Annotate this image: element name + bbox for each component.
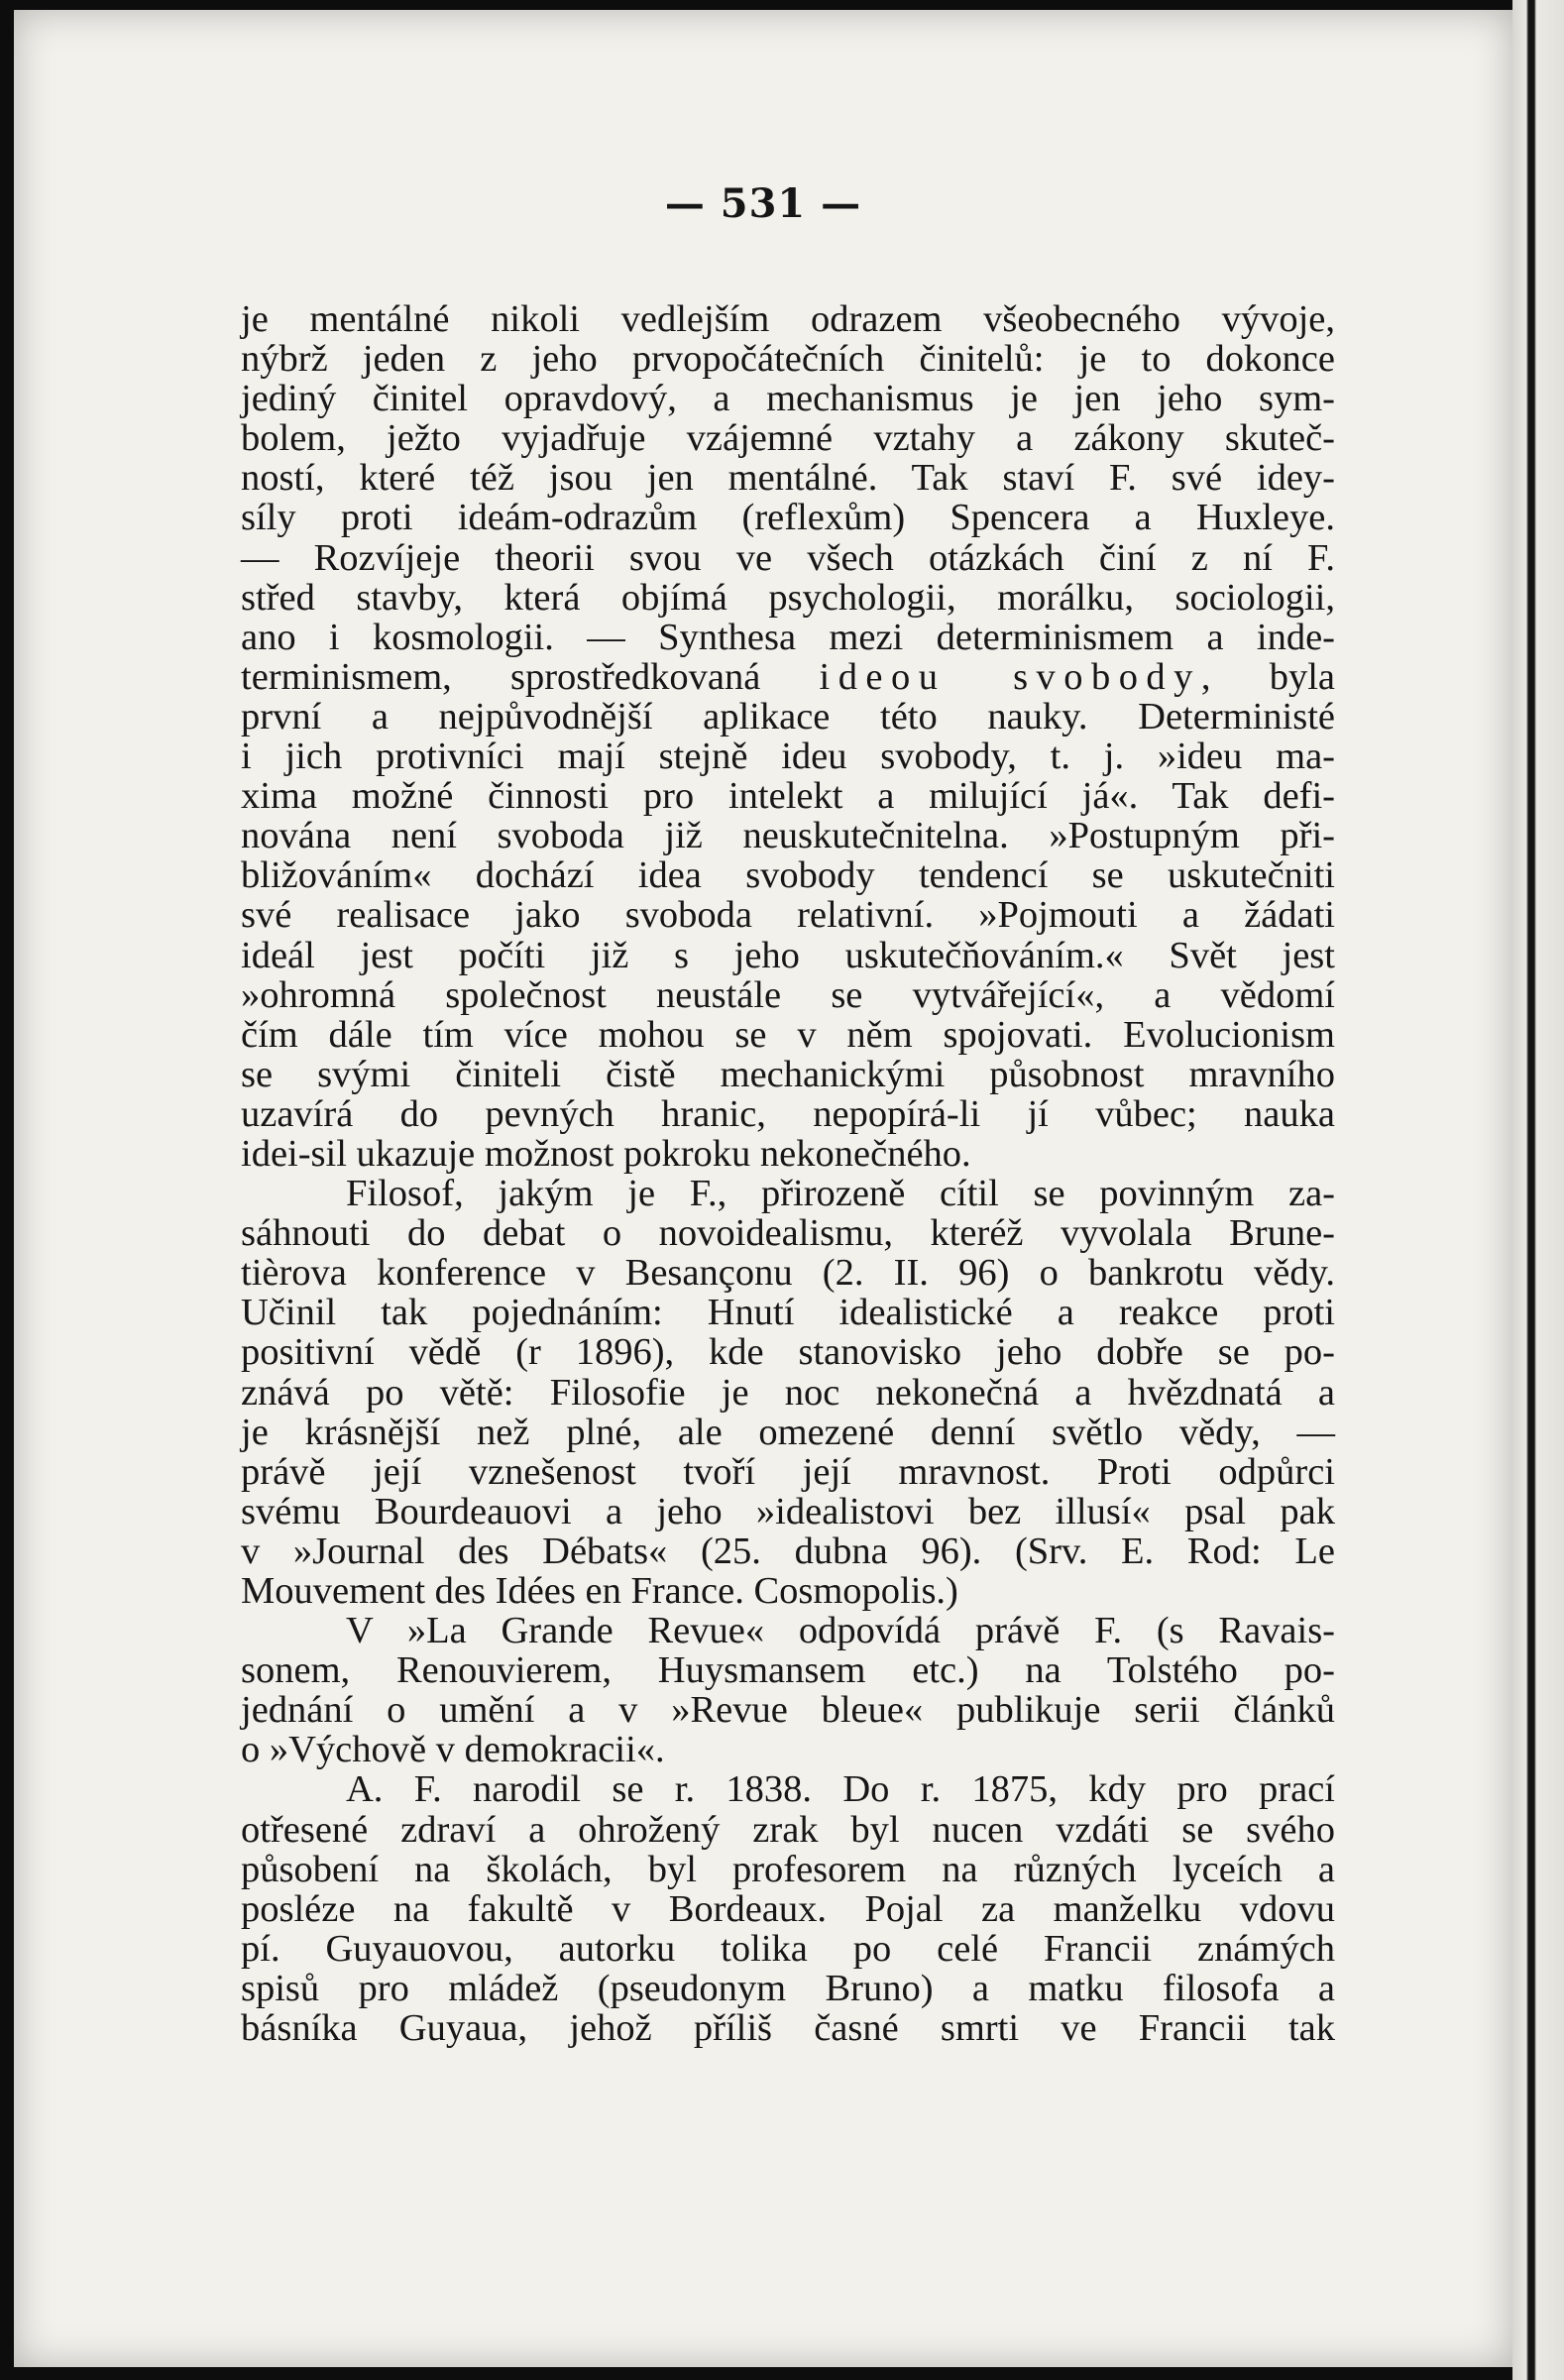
text-line: v »Journal des Débats« (25. dubna 96). (Srv. E. Rod: Le [241,1530,1335,1572]
text-line: idei-sil ukazuje možnost pokroku nekonečného. [241,1132,971,1175]
text-line: svému Bourdeauovi a jeho »idealistovi bez illusí« psal pak [241,1490,1335,1532]
text-line: své realisace jako svoboda relativní. »Pojmouti a žádati [241,894,1335,937]
next-page-edge [1512,0,1564,2380]
text-line: bolem, ježto vyjadřuje vzájemné vztahy a zákony skuteč- [241,417,1335,460]
text-line: bližováním« dochází idea svobody tendencí se uskutečniti [241,854,1335,897]
text-line: o »Výchově v demokracii«. [241,1729,665,1771]
body-text [241,299,1335,2048]
text-line: první a nejpůvodnější aplikace této nauky. Deterministé [241,695,1335,737]
text-line: síly proti ideám-odrazům (reflexům) Spencera a Huxleye. [241,497,1335,539]
text-line: Učinil tak pojednáním: Hnutí idealistické a reakce proti [241,1292,1335,1334]
text-line: uzavírá do pevných hranic, nepopírá-li jí vůbec; nauka [241,1092,1335,1135]
paper-sheet [14,10,1512,2367]
text-line: je krásnější než plné, ale omezené denní světlo vědy, — [241,1411,1335,1453]
text-fragment: , byla [1200,655,1335,698]
text-line: sonem, Renouvierem, Huysmansem etc.) na Tolstého po- [241,1649,1335,1692]
text-line: básníka Guyaua, jehož příliš časné smrti ve Francii tak [241,2007,1335,2050]
text-line: působení na školách, byl profesorem na různých lyceích a [241,1848,1335,1890]
text-line: posléze na fakultě v Bordeaux. Pojal za manželku vdovu [241,1887,1335,1930]
text-line: ano i kosmologii. — Synthesa mezi determinismem a inde- [241,616,1335,658]
emphasized-phrase: ideou svobody [819,655,1201,698]
text-line [241,657,1335,697]
text-line: střed stavby, která objímá psychologii, morálku, sociologii, [241,576,1335,619]
text-line: právě její vznešenost tvoří její mravnost. Proti odpůrci [241,1450,1335,1493]
text-line: nýbrž jeden z jeho prvopočátečních činitelů: je to dokonce [241,338,1335,381]
text-line: je mentálné nikoli vedlejším odrazem všeobecného vývoje, [241,298,1335,340]
text-line: »ohromná společnost neustále se vytvářející«, a vědomí [241,973,1335,1016]
text-line: otřesené zdraví a ohrožený zrak byl nucen vzdáti se svého [241,1808,1335,1851]
text-line: nována není svoboda již neuskutečnitelna. »Postupným při- [241,815,1335,857]
text-line: sáhnouti do debat o novoidealismu, kteréž vyvolala Brune- [241,1212,1335,1255]
text-line: Mouvement des Idées en France. Cosmopolis.) [241,1570,958,1612]
text-line: positivní vědě (r 1896), kde stanovisko jeho dobře se po- [241,1331,1335,1374]
text-line: — Rozvíjeje theorii svou ve všech otázkách činí z ní F. [241,536,1335,579]
text-line: ideál jest počíti již s jeho uskutečňováním.« Svět jest [241,934,1335,976]
text-line: znává po větě: Filosofie je noc nekonečná a hvězdnatá a [241,1371,1335,1414]
page-number: — 531 — [664,180,862,227]
text-line: Filosof, jakým je F., přirozeně cítil se povinným za- [346,1173,1335,1215]
text-line: xima možné činnosti pro intelekt a milující já«. Tak defi- [241,775,1335,818]
text-line: čím dále tím více mohou se v něm spojovati. Evolucionism [241,1013,1335,1056]
text-line: i jich protivníci mají stejně ideu svobody, t. j. »ideu ma- [241,736,1335,778]
text-line: ností, které též jsou jen mentálné. Tak staví F. své idey- [241,457,1335,500]
text-line: pí. Guyauovou, autorku tolika po celé Francii známých [241,1927,1335,1970]
text-line: tièrova konference v Besançonu (2. II. 96) o bankrotu vědy. [241,1252,1335,1295]
text-line: A. F. narodil se r. 1838. Do r. 1875, kdy pro prací [346,1768,1335,1811]
text-line: spisů pro mládež (pseudonym Bruno) a matku filosofa a [241,1967,1335,2009]
text-line: se svými činiteli čistě mechanickými působnost mravního [241,1053,1335,1095]
text-line: jednání o umění a v »Revue bleue« publikuje serii článků [241,1689,1335,1732]
text-line: V »La Grande Revue« odpovídá právě F. (s Ravais- [346,1610,1335,1652]
text-line: jediný činitel opravdový, a mechanismus je jen jeho sym- [241,378,1335,420]
text-fragment: terminismem, sprostředkovaná [241,655,761,698]
